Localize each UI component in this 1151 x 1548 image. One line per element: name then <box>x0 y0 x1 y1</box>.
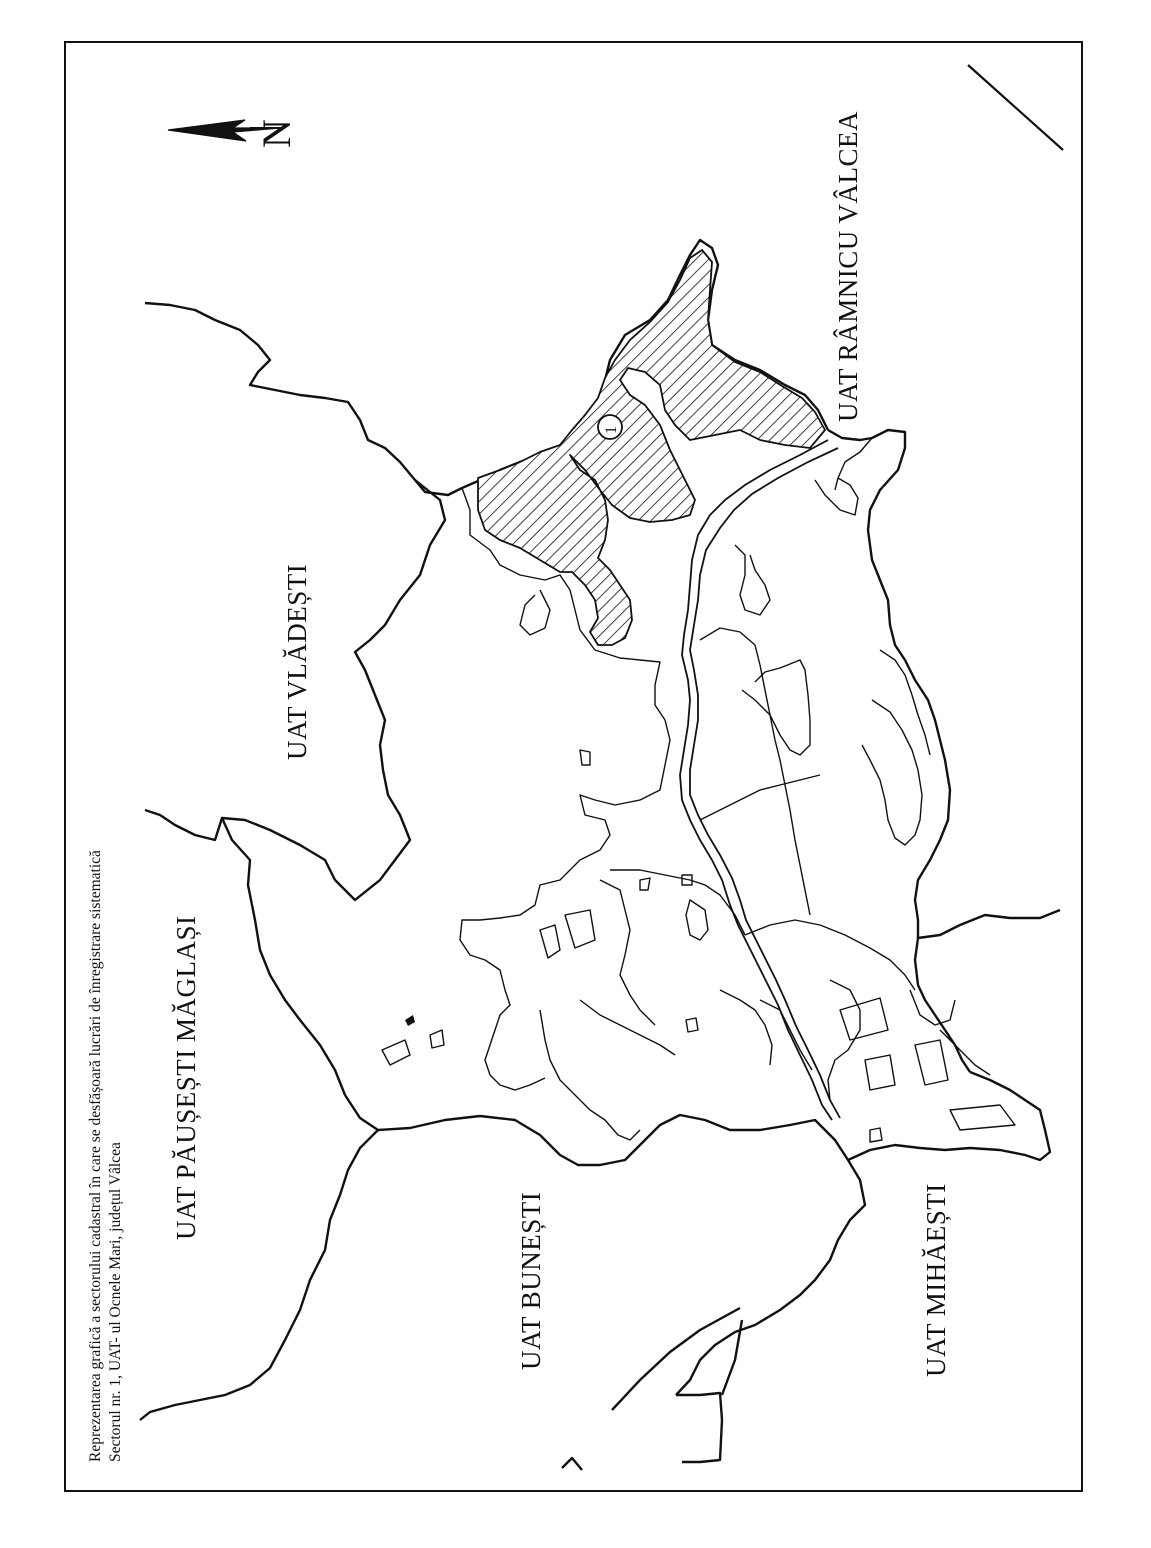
label-bunesti: UAT BUNEȘTI <box>516 1191 546 1370</box>
caption-line-1: Reprezentarea grafică a sectorului cadastral în care se desfășoară lucrări de înregistrare sistematică <box>87 850 104 1462</box>
label-vladesti: UAT VLĂDEȘTI <box>282 563 312 760</box>
label-mihaesti: UAT MIHĂEȘTI <box>921 1183 951 1377</box>
north-arrow-icon <box>168 119 299 148</box>
north-letter: N <box>254 119 299 148</box>
caption-line-2: Sectorul nr. 1, UAT- ul Ocnele Mari, județul Vâlcea <box>107 1142 124 1462</box>
sector-marker: 1 <box>603 426 620 434</box>
edge-line <box>968 65 1063 150</box>
label-ramnicu-valcea: UAT RÂMNICU VÂLCEA <box>833 110 863 422</box>
internal-parcels <box>382 478 1015 1142</box>
sector-1-area <box>478 250 825 645</box>
label-pausesti-maglasi: UAT PĂUȘEȘTI MĂGLAȘI <box>171 915 201 1240</box>
